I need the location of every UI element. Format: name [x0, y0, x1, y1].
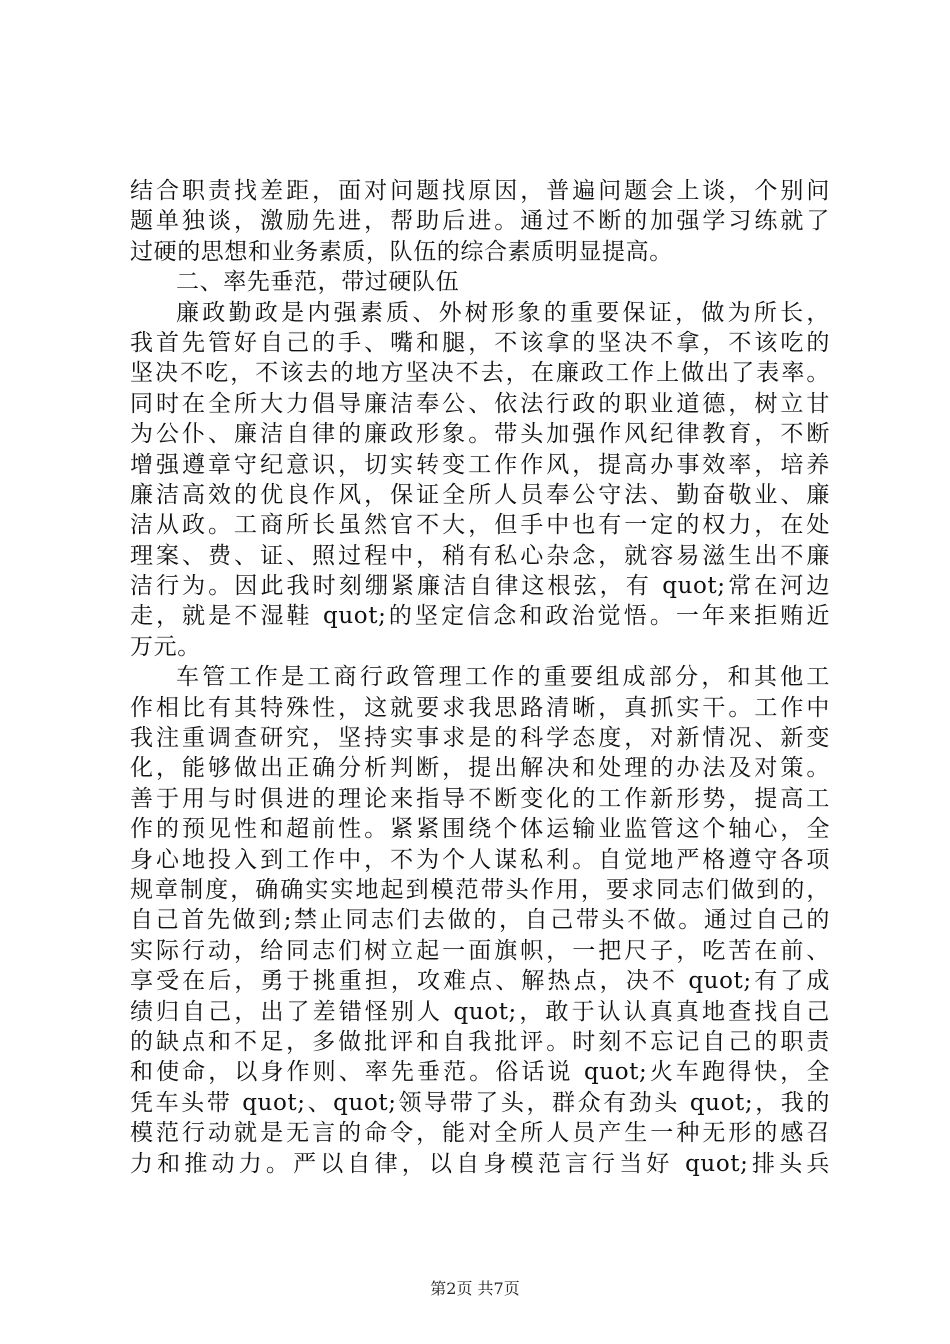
- text-line: 走，就是不湿鞋 quot;的坚定信念和政治觉悟。一年来拒贿近: [130, 603, 830, 630]
- page-number-footer: 第2页 共7页: [430, 1279, 520, 1298]
- text-line: 模范行动就是无言的命令，能对全所人员产生一种无形的感召: [130, 1120, 830, 1147]
- text-line: 自己首先做到;禁止同志们去做的，自己带头不做。通过自己的: [130, 907, 830, 934]
- text-line: 的缺点和不足，多做批评和自我批评。时刻不忘记自己的职责: [130, 1028, 830, 1055]
- text-line: 洁行为。因此我时刻绷紧廉洁自律这根弦，有 quot;常在河边: [130, 573, 830, 600]
- text-line: 万元。: [130, 633, 201, 660]
- text-line: 题单独谈，激励先进，帮助后进。通过不断的加强学习练就了: [130, 208, 830, 235]
- text-line: 我首先管好自己的手、嘴和腿，不该拿的坚决不拿，不该吃的: [130, 329, 830, 356]
- text-line: 坚决不吃，不该去的地方坚决不去，在廉政工作上做出了表率。: [130, 360, 830, 387]
- document-body: [130, 176, 830, 1179]
- section-heading: 二、率先垂范，带过硬队伍: [176, 269, 460, 296]
- text-line: 作的预见性和超前性。紧紧围绕个体运输业监管这个轴心，全: [130, 816, 830, 843]
- text-line: 实际行动，给同志们树立起一面旗帜，一把尺子，吃苦在前、: [130, 937, 830, 964]
- text-line: 过硬的思想和业务素质，队伍的综合素质明显提高。: [130, 238, 673, 265]
- text-line: 绩归自己，出了差错怪别人 quot;，敢于认认真真地查找自己: [130, 998, 830, 1025]
- text-line: 同时在全所大力倡导廉洁奉公、依法行政的职业道德，树立甘: [130, 390, 830, 417]
- text-line: 理案、费、证、照过程中，稍有私心杂念，就容易滋生出不廉: [130, 542, 830, 569]
- text-line: 享受在后，勇于挑重担，攻难点、解热点，决不 quot;有了成: [130, 968, 830, 995]
- text-line: 我注重调查研究，坚持实事求是的科学态度，对新情况、新变: [130, 725, 830, 752]
- text-line: 车管工作是工商行政管理工作的重要组成部分，和其他工: [176, 664, 830, 691]
- text-line: 化，能够做出正确分析判断，提出解决和处理的办法及对策。: [130, 755, 830, 782]
- text-line: 增强遵章守纪意识，切实转变工作作风，提高办事效率，培养: [130, 451, 830, 478]
- text-line: 善于用与时俱进的理论来指导不断变化的工作新形势，提高工: [130, 785, 830, 812]
- text-line: 廉政勤政是内强素质、外树形象的重要保证，做为所长，: [176, 299, 830, 326]
- text-line: 作相比有其特殊性，这就要求我思路清晰，真抓实干。工作中: [130, 694, 830, 721]
- text-line: 力和推动力。严以自律，以自身模范言行当好 quot;排头兵: [130, 1150, 830, 1177]
- text-line: 廉洁高效的优良作风，保证全所人员奉公守法、勤奋敬业、廉: [130, 481, 830, 508]
- text-line: 和使命，以身作则、率先垂范。俗话说 quot;火车跑得快，全: [130, 1059, 830, 1086]
- text-line: 凭车头带 quot;、quot;领导带了头，群众有劲头 quot;，我的: [130, 1089, 830, 1116]
- text-line: 结合职责找差距，面对问题找原因，普遍问题会上谈，个别问: [130, 178, 830, 204]
- text-line: 身心地投入到工作中，不为个人谋私利。自觉地严格遵守各项: [130, 846, 830, 873]
- text-line: 为公仆、廉洁自律的廉政形象。带头加强作风纪律教育，不断: [130, 421, 830, 448]
- text-line: 洁从政。工商所长虽然官不大，但手中也有一定的权力，在处: [130, 512, 830, 539]
- text-line: 规章制度，确确实实地起到模范带头作用，要求同志们做到的，: [130, 876, 830, 903]
